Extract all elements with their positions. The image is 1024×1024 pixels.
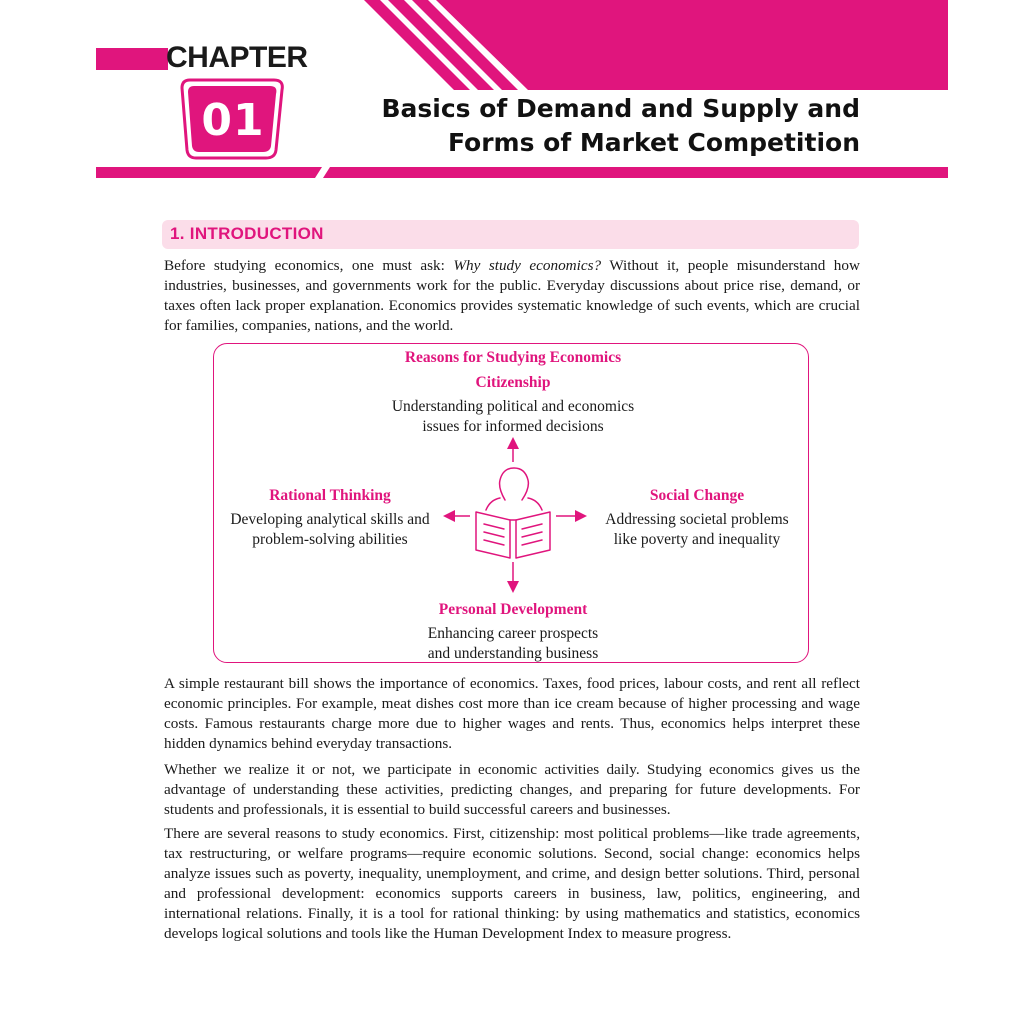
rational-thinking-line-1: Developing analytical skills and	[230, 511, 430, 528]
citizenship-line-2: issues for informed decisions	[422, 418, 604, 435]
citizenship-line-1: Understanding political and economics	[391, 398, 635, 415]
citizenship-description	[333, 397, 693, 437]
restaurant-paragraph: A simple restaurant bill shows the importance of economics. Taxes, food prices, labour costs, and rent all reflect economic principles. For example, meat dishes cost more than ice cream because of higher processing and wage costs. Famous restaurants charge more due to higher wages and rents. Thus, economics helps interpret these hidden dynamics behind everyday transactions.	[164, 675, 860, 752]
chapter-title-line-2: Forms of Market Competition	[447, 128, 860, 157]
diagram-title: Reasons for Studying Economics	[404, 349, 622, 366]
rational-thinking-line-2: problem-solving abilities	[252, 531, 408, 548]
chapter-label: CHAPTER	[166, 41, 308, 74]
chapter-number: 01	[201, 94, 265, 146]
intro-paragraph-question: Why study economics?	[453, 257, 602, 274]
reasons-paragraph: There are several reasons to study economics. First, citizenship: most political problems—like trade agreements, tax restructuring, or welfare programs—require economic solutions. Second, social change: economics helps analyze issues such as poverty, inequality, unemployment, and crime, and design better solutions. Third, personal and professional development: economics supports careers in business, law, politics, engineering, and international relations. Finally, it is a tool for rational thinking: by using mathematics and statistics, economics develops logical solutions and tools like the Human Development Index to measure progress.	[164, 825, 860, 942]
rational-thinking-heading: Rational Thinking	[269, 487, 391, 504]
social-change-line-2: like poverty and inequality	[613, 531, 781, 548]
personal-development-line-2: and understanding business	[427, 645, 599, 662]
citizenship-heading: Citizenship	[475, 374, 551, 391]
section-heading	[162, 220, 859, 249]
personal-development-heading: Personal Development	[438, 601, 588, 618]
section-heading-text: 1. INTRODUCTION	[170, 224, 324, 243]
personal-development-line-1: Enhancing career prospects	[427, 625, 599, 642]
intro-paragraph	[164, 256, 860, 336]
intro-paragraph-rest: Without it, people misunderstand how industries, businesses, and governments work for the public. Everyday discussions about price rise, demand, or taxes often lack proper explanation. Economics provides systematic knowledge of such events, which are crucial for families, companies, nations, and the world.	[164, 257, 860, 334]
rational-thinking-description	[210, 510, 450, 550]
social-change-heading: Social Change	[649, 487, 745, 504]
chapter-title-line-1: Basics of Demand and Supply and	[381, 94, 860, 123]
social-change-line-1: Addressing societal problems	[605, 511, 789, 528]
chapter-title	[340, 92, 860, 160]
personal-development-description	[383, 624, 643, 664]
social-change-description	[582, 510, 812, 550]
intro-paragraph-start: Before studying economics, one must ask:	[164, 257, 454, 274]
participation-paragraph: Whether we realize it or not, we participate in economic activities daily. Studying economics gives us the advantage of understanding these activities, predicting changes, and preparing for future developments. For students and professionals, it is essential to build successful careers and businesses.	[164, 761, 860, 818]
